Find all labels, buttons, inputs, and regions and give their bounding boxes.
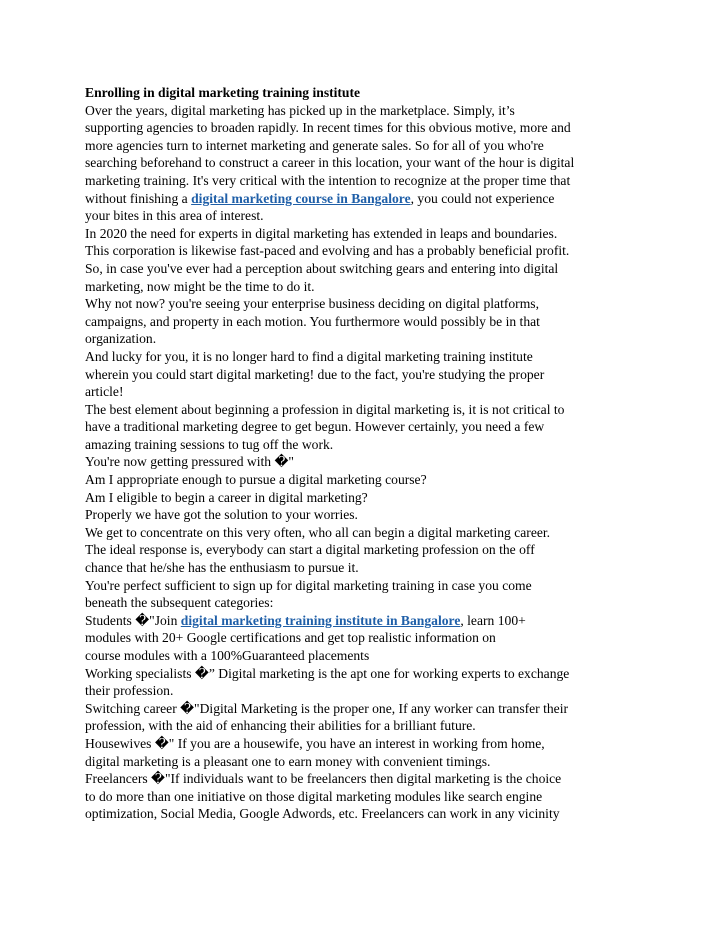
text-line: In 2020 the need for experts in digital marketing has extended in leaps and boundaries. bbox=[85, 225, 558, 241]
text-line: So, in case you've ever had a perception about switching gears and entering into digital bbox=[85, 260, 559, 276]
text-line: You're perfect sufficient to sign up for digital marketing training in case you come bbox=[85, 577, 532, 593]
text-line: wherein you could start digital marketing! due to the fact, you're studying the proper bbox=[85, 366, 545, 382]
text-line: campaigns, and property in each motion. You furthermore would possibly be in that bbox=[85, 313, 540, 329]
text-line: Over the years, digital marketing has picked up in the marketplace. Simply, it’s bbox=[85, 102, 515, 118]
text-line: chance that he/she has the enthusiasm to pursue it. bbox=[85, 560, 359, 576]
text-line: article! bbox=[85, 384, 124, 400]
course-bangalore-link[interactable]: digital marketing course in Bangalore bbox=[191, 190, 411, 206]
text-line: course modules with a 100%Guaranteed placements bbox=[85, 648, 370, 663]
text-line: have a traditional marketing degree to get begun. However certainly, you need a few bbox=[85, 419, 545, 435]
text-line: This corporation is likewise fast-paced and evolving and has a probably beneficial profit. bbox=[85, 243, 570, 259]
text-line: digital marketing is a pleasant one to earn money with convenient timings. bbox=[85, 753, 491, 769]
text-line: marketing training. It's very critical with the intention to recognize at the proper time that bbox=[85, 172, 571, 188]
text-line: amazing training sessions to tug off the work. bbox=[85, 436, 334, 452]
text-line: profession, with the aid of enhancing their abilities for a brilliant future. bbox=[85, 718, 476, 734]
text-line: Am I appropriate enough to pursue a digital marketing course? bbox=[85, 472, 427, 488]
text-line-with-link bbox=[85, 190, 645, 208]
text-segment: without finishing a bbox=[85, 190, 192, 206]
text-line: to do more than one initiative on those digital marketing modules like search engine bbox=[85, 788, 543, 804]
document-body bbox=[85, 84, 645, 823]
text-line: Switching career �"Digital Marketing is the proper one, If any worker can transfer their bbox=[85, 700, 569, 716]
text-segment: , you could not experience bbox=[410, 190, 555, 206]
text-line: your bites in this area of interest. bbox=[85, 208, 264, 224]
text-line: searching beforehand to construct a career in this location, your want of the hour is digital bbox=[85, 155, 575, 171]
text-line: marketing, now might be the time to do it. bbox=[85, 278, 315, 294]
text-line: their profession. bbox=[85, 683, 174, 699]
document-title: Enrolling in digital marketing training institute bbox=[85, 85, 361, 100]
text-line: organization. bbox=[85, 331, 157, 347]
text-line: supporting agencies to broaden rapidly. In recent times for this obvious motive, more and bbox=[85, 120, 571, 136]
text-line: The ideal response is, everybody can start a digital marketing profession on the off bbox=[85, 542, 535, 558]
text-line: And lucky for you, it is no longer hard to find a digital marketing training institute bbox=[85, 348, 533, 364]
text-line: You're now getting pressured with �" bbox=[85, 454, 294, 470]
text-line: optimization, Social Media, Google Adwords, etc. Freelancers can work in any vicinity bbox=[85, 806, 560, 822]
text-line: The best element about beginning a profession in digital marketing is, it is not critical to bbox=[85, 401, 565, 417]
text-line: Properly we have got the solution to your worries. bbox=[85, 507, 358, 523]
text-line: We get to concentrate on this very often, who all can begin a digital marketing career. bbox=[85, 524, 551, 540]
text-line: Housewives �" If you are a housewife, you have an interest in working from home, bbox=[85, 735, 545, 751]
text-line-with-link bbox=[85, 612, 645, 630]
text-line: beneath the subsequent categories: bbox=[85, 595, 274, 611]
text-segment: , learn 100+ bbox=[460, 612, 526, 628]
text-line: Freelancers �"If individuals want to be freelancers then digital marketing is the choice bbox=[85, 771, 562, 787]
text-segment: Students �"Join bbox=[85, 612, 181, 628]
institute-bangalore-link[interactable]: digital marketing training institute in Bangalore bbox=[180, 612, 461, 628]
text-line: Am I eligible to begin a career in digital marketing? bbox=[85, 489, 368, 505]
text-line: Why not now? you're seeing your enterprise business deciding on digital platforms, bbox=[85, 296, 539, 312]
text-line: Working specialists �” Digital marketing is the apt one for working experts to exchange bbox=[85, 665, 570, 681]
text-line: modules with 20+ Google certifications and get top realistic information on bbox=[85, 630, 496, 646]
text-line: more agencies turn to internet marketing and generate sales. So for all of you who're bbox=[85, 137, 544, 153]
